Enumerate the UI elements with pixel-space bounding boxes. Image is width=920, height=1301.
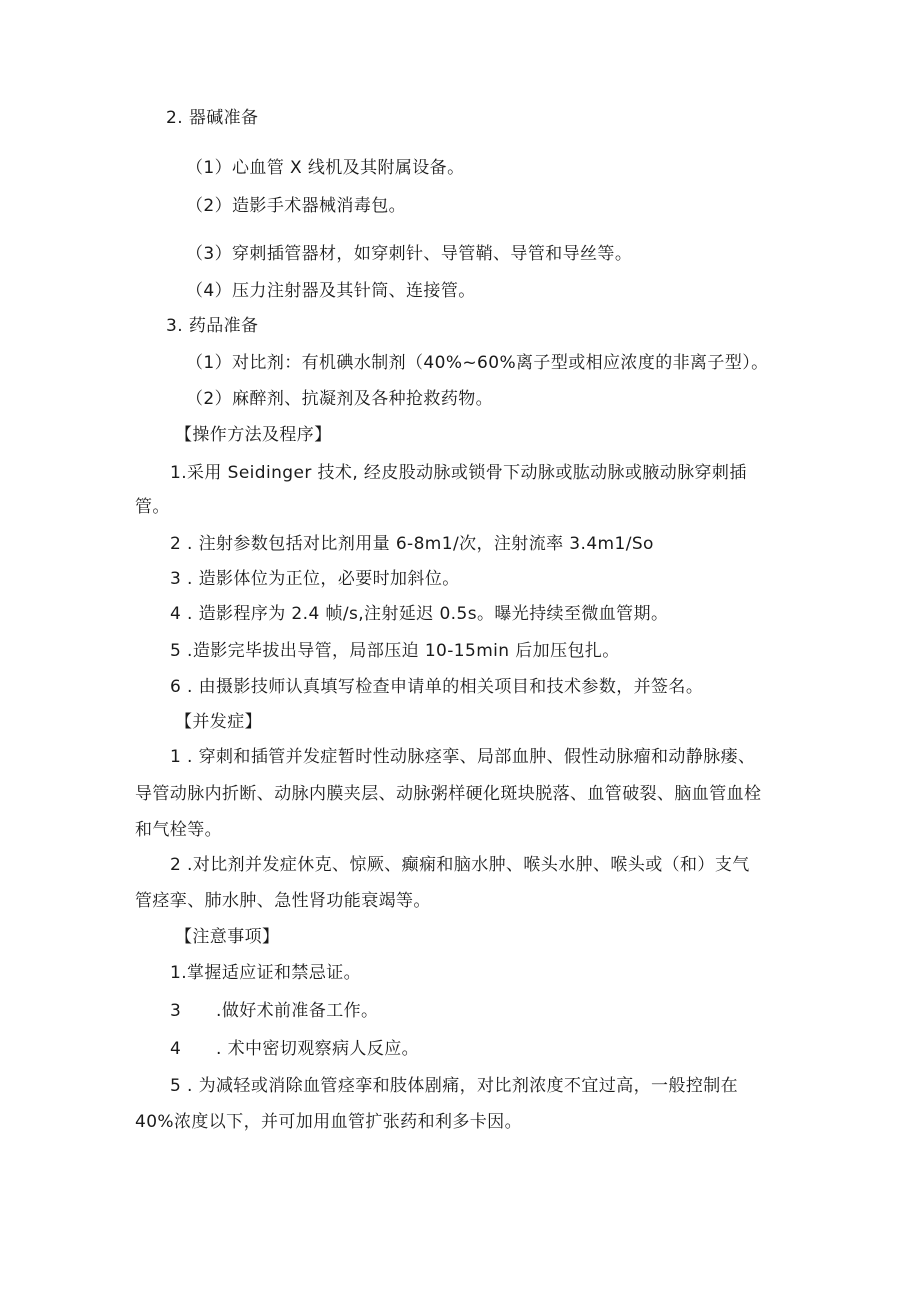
- procedure-step-4: 4 . 造影程序为 2.4 帧∕s,注射延迟 0.5s。曝光持续至微血管期。: [170, 604, 669, 624]
- note-5: 5 . 为减轻或消除血管痉挛和肢体剧痛，对比剂浓度不宜过高，一般控制在: [170, 1076, 739, 1096]
- note-4: 4 . 术中密切观察病人反应。: [170, 1039, 420, 1059]
- procedure-step-6: 6 . 由摄影技师认真填写检查申请单的相关项目和技术参数，并签名。: [170, 677, 704, 697]
- drug-item-2: （2）麻醉剂、抗凝剂及各种抢救药物。: [186, 389, 494, 409]
- procedure-step-2: 2 . 注射参数包括对比剂用量 6-8m1∕次，注射流率 3.4m1∕So: [170, 534, 654, 554]
- section-heading-complications: 【并发症】: [175, 712, 262, 732]
- note-5-cont: 40%浓度以下，并可加用血管扩张药和利多卡因。: [135, 1112, 522, 1132]
- complication-2-cont: 管痉挛、肺水肿、急性肾功能衰竭等。: [135, 891, 431, 911]
- procedure-step-5: 5 .造影完毕拔出导管，局部压迫 10-15min 后加压包扎。: [170, 641, 620, 661]
- complication-2: 2 .对比剂并发症休克、惊厥、癫痫和脑水肿、喉头水肿、喉头或（和）支气: [170, 855, 750, 875]
- section-heading-drugs: 3. 药品准备: [166, 316, 259, 336]
- note-1: 1.掌握适应证和禁忌证。: [170, 963, 362, 983]
- equipment-item-3: （3）穿刺插管器材，如穿刺针、导管鞘、导管和导丝等。: [186, 244, 633, 264]
- equipment-item-1: （1）心血管 X 线机及其附属设备。: [186, 158, 465, 178]
- procedure-step-1-cont: 管。: [135, 497, 170, 517]
- equipment-item-2: （2）造影手术器械消毒包。: [186, 196, 407, 216]
- procedure-step-1: 1.采用 Seidinger 技术, 经皮股动脉或锁骨下动脉或肱动脉或腋动脉穿刺插: [170, 463, 747, 483]
- complication-1-cont-a: 导管动脉内折断、动脉内膜夹层、动脉粥样硬化斑块脱落、血管破裂、脑血管血栓: [135, 784, 762, 804]
- section-heading-equipment: 2. 器碱准备: [166, 108, 259, 128]
- complication-1: 1 . 穿刺和插管并发症暂时性动脉痉挛、局部血肿、假性动脉瘤和动静脉瘘、: [170, 747, 756, 767]
- section-heading-notes: 【注意事项】: [175, 927, 280, 947]
- procedure-step-3: 3 . 造影体位为正位，必要时加斜位。: [170, 569, 460, 589]
- section-heading-procedure: 【操作方法及程序】: [175, 425, 332, 445]
- drug-item-1: （1）对比剂：有机碘水制剂（40%~60%离子型或相应浓度的非离子型）。: [186, 353, 769, 373]
- note-3: 3 .做好术前准备工作。: [170, 1001, 379, 1021]
- complication-1-cont-b: 和气栓等。: [135, 820, 222, 840]
- equipment-item-4: （4）压力注射器及其针筒、连接管。: [186, 281, 476, 301]
